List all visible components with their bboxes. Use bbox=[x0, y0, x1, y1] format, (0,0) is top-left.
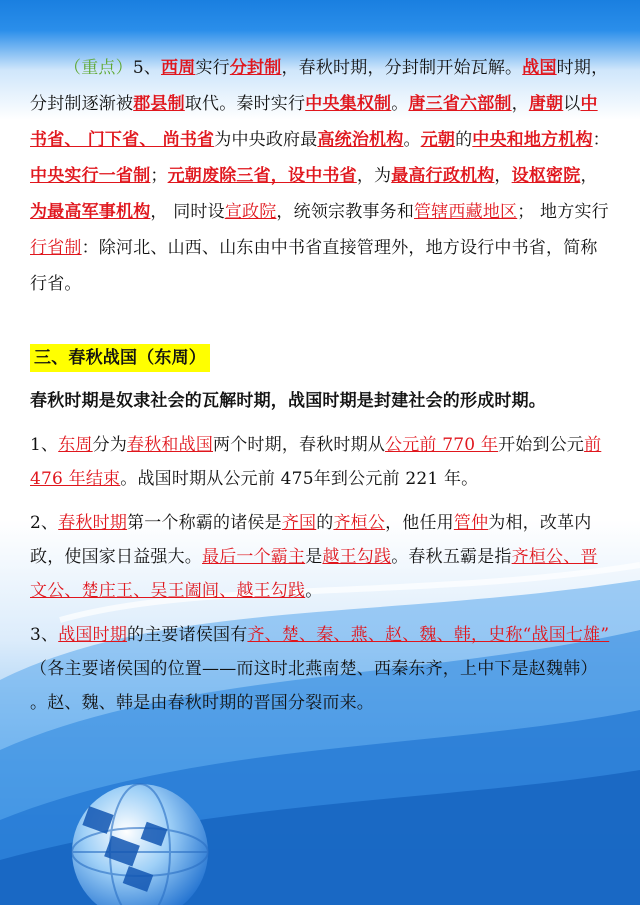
body-text: 取代。秦时实行 bbox=[184, 94, 306, 114]
highlight-text: 元朝废除三省，设中书省 bbox=[167, 166, 357, 186]
highlight-text: 前 476 年结束 bbox=[30, 435, 602, 489]
highlight-text: 唐三省六部制 bbox=[408, 94, 512, 114]
body-text: 。 bbox=[391, 94, 409, 114]
body-text: ，为 bbox=[356, 166, 392, 186]
highlight-text: 郡县制 bbox=[133, 94, 185, 114]
highlight-text: 宣政院 bbox=[224, 202, 277, 222]
highlight-text: 中央集权制 bbox=[305, 94, 392, 114]
list-item-warring-states bbox=[30, 618, 610, 720]
highlight-text: 为最高军事机构 bbox=[30, 202, 151, 222]
body-text: ， bbox=[494, 166, 512, 186]
item-number: 2、 bbox=[30, 513, 59, 533]
paragraph-central-institutions bbox=[30, 50, 610, 302]
list-item-eastern-zhou bbox=[30, 428, 610, 496]
body-text: 的 bbox=[455, 130, 473, 150]
body-text: 第一个称霸的诸侯是 bbox=[127, 513, 282, 533]
item-number: 1、 bbox=[30, 435, 59, 455]
item-number: 3、 bbox=[30, 625, 59, 645]
highlight-text: 越王勾践 bbox=[322, 547, 392, 567]
highlight-text: 中央实行一省制 bbox=[30, 166, 151, 186]
highlight-text: 唐朝 bbox=[528, 94, 564, 114]
body-text: 为中央政府最 bbox=[214, 130, 318, 150]
body-text: 。战国时期从公元前 475年到公元前 221 年。 bbox=[120, 469, 479, 489]
list-item-hegemons bbox=[30, 506, 610, 608]
highlight-text: 战国 bbox=[522, 58, 557, 78]
highlight-text: 齐、楚、秦、燕、赵、魏、韩，史称“战国七雄” bbox=[247, 625, 610, 645]
body-text: ：除河北、山西、山东由中书省直接管理外，地方设行中书省，简称行省。 bbox=[30, 238, 598, 294]
body-text: ， bbox=[511, 94, 529, 114]
highlight-text: 中央和地方机构 bbox=[472, 130, 593, 150]
highlight-text: 春秋时期 bbox=[58, 513, 128, 533]
highlight-text: 分封制 bbox=[229, 58, 282, 78]
body-text: 。 bbox=[403, 130, 421, 150]
body-text: ； 地方实行 bbox=[517, 202, 609, 222]
globe-icon bbox=[55, 770, 215, 905]
body-text: （各主要诸侯国的位置——而这时北燕南楚、西秦东齐，上中下是赵魏韩） 。赵、魏、韩是由春秋时期的晋国分裂而来。 bbox=[30, 659, 598, 713]
body-text: 两个时期，春秋时期从 bbox=[213, 435, 386, 455]
body-text: 的 bbox=[316, 513, 334, 533]
item-number: 5、 bbox=[132, 58, 162, 78]
body-text: 。 bbox=[305, 581, 323, 601]
highlight-text: 春秋和战国 bbox=[127, 435, 214, 455]
highlight-text: 行省制 bbox=[30, 238, 82, 258]
highlight-text: 西周 bbox=[161, 58, 196, 78]
document-body bbox=[30, 50, 610, 720]
highlight-text: 高统治机构 bbox=[317, 130, 404, 150]
highlight-text: 公元前 770 年 bbox=[385, 435, 499, 455]
key-point-tag: （重点） bbox=[64, 58, 133, 78]
section-spring-autumn bbox=[30, 340, 610, 720]
highlight-text: 元朝 bbox=[420, 130, 456, 150]
highlight-text: 管仲 bbox=[453, 513, 489, 533]
highlight-text: 战国时期 bbox=[58, 625, 128, 645]
highlight-text: 最后一个霸主 bbox=[202, 547, 306, 567]
highlight-text: 最高行政机构 bbox=[391, 166, 495, 186]
body-text: 实行 bbox=[195, 58, 230, 78]
body-text: ，他任用 bbox=[385, 513, 454, 533]
highlight-text: 齐桓公 bbox=[333, 513, 386, 533]
body-text: 。春秋五霸是指 bbox=[391, 547, 512, 567]
highlight-text: 齐国 bbox=[281, 513, 317, 533]
body-text: ， bbox=[580, 166, 598, 186]
body-text: 分为 bbox=[92, 435, 128, 455]
highlight-text: 齐桓公、晋文公、楚庄王、吴王阖闾、越王勾践 bbox=[30, 547, 598, 601]
highlight-text: 设枢密院 bbox=[511, 166, 581, 186]
body-text: 时期，分封制逐渐被 bbox=[30, 58, 609, 114]
highlight-text: 中书省、 门下省、 尚书省 bbox=[30, 94, 598, 150]
section-heading-wrap bbox=[30, 340, 610, 376]
highlight-text: 东周 bbox=[58, 435, 93, 455]
section-heading: 三、春秋战国（东周） bbox=[30, 344, 210, 372]
body-text: 开始到公元 bbox=[498, 435, 585, 455]
body-text: ，春秋时期，分封制开始瓦解。 bbox=[281, 58, 523, 78]
body-text: ； bbox=[150, 166, 168, 186]
highlight-text: 管辖西藏地区 bbox=[414, 202, 518, 222]
body-text: ，统领宗教事务和 bbox=[276, 202, 415, 222]
body-text: 是 bbox=[305, 547, 323, 567]
body-text: 为相，改革内政，使国家日益强大。 bbox=[30, 513, 592, 567]
body-text: 的主要诸侯国有 bbox=[127, 625, 248, 645]
body-text: 以 bbox=[563, 94, 581, 114]
body-text: ， 同时设 bbox=[150, 202, 225, 222]
body-text: ： bbox=[592, 130, 610, 150]
section-intro: 春秋时期是奴隶社会的瓦解时期，战国时期是封建社会的形成时期。 bbox=[30, 391, 546, 411]
